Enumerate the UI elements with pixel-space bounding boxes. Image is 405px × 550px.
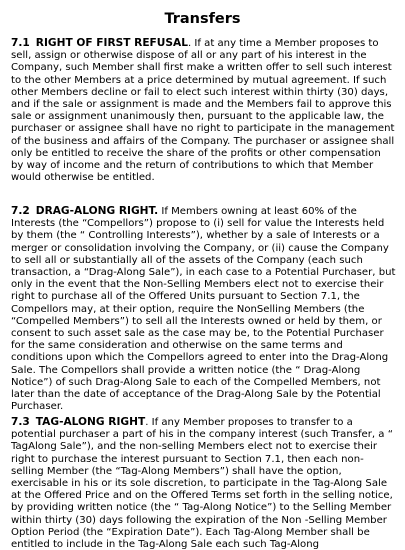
section-7-3 [11,416,396,550]
section-body: . If any Member proposes to transfer to a potential purchaser a part of his in the company interest (such Transfer, a “ TagAlong Sale”), and the non-selling Members elect not to exercise their right to purchase the interest pursuant to Section 7.1, then each non-selling Member (the “Tag-Along Members”) shall have the option, exercisable in his or its sole discretion, to participate in the Tag-Along Sale at the Offered Price and on the Offered Terms set forth in the selling notice, by providing written notice (the “ Tag-Along Notice”) to the Selling Member within thirty (30) days following the expiration of the Non -Selling Member Option Period (the “Expiration Date”). Each Tag-Along Member shall be entitled to include in the Tag-Along Sale each such Tag-Along [11,417,393,550]
section-heading: RIGHT OF FIRST REFUSAL [35,37,188,49]
section-number: 7.1 [11,37,30,49]
section-body: . If at any time a Member proposes to sell, assign or otherwise dispose of all or any part of his interest in the Company, such Member shall first make a written offer to sell such interest to the other Members at a price determined by mutual agreement. If such other Members decline or fail to elect such interest within thirty (30) days, and if the sale or assignment is made and the Members fail to approve this sale or assignment unanimously then, pursuant to the applicable law, the purchaser or assignee shall have no right to participate in the management of the business and affairs of the Company. The purchaser or assignee shall only be entitled to receive the share of the profits or other compensation by way of income and the return of contributions to which that Member would otherwise be entitled. [11,38,395,184]
section-number: 7.3 [11,416,30,428]
section-heading: TAG-ALONG RIGHT [35,416,146,428]
section-7-1 [11,37,396,184]
section-number: 7.2 [11,205,30,217]
section-7-2 [11,205,396,413]
document-title: Transfers [164,11,241,27]
section-heading: DRAG-ALONG RIGHT. [35,205,159,217]
section-body: If Members owning at least 60% of the Interests (the “Compellors”) propose to (i) sell for value the Interests held by them (the “ Controlling Interests”), whether by a sale of Interests or a merger or consolidation involving the Company, or (ii) cause the Company to sell all or substantially all of the assets of the Company (each such transaction, a “Drag-Along Sale”), in each case to a Potential Purchaser, but only in the event that the Non-Selling Members elect not to exercise their right to purchase all of the Offered Units pursuant to Section 7.1, the Compellors may, at their option, require the NonSelling Members (the “Compelled Members”) to sell all the Interests owned or held by them, or consent to such asset sale as the case may be, to the Potential Purchaser for the same consideration and otherwise on the same terms and conditions upon which the Compellors agreed to enter into the Drag-Along Sale. The Compellors shall provide a written notice (the “ Drag-Along Notice”) of such Drag-Along Sale to each of the Compelled Members, not later than the date of acceptance of the Drag-Along Sale by the Potential Purchaser. [11,206,396,413]
